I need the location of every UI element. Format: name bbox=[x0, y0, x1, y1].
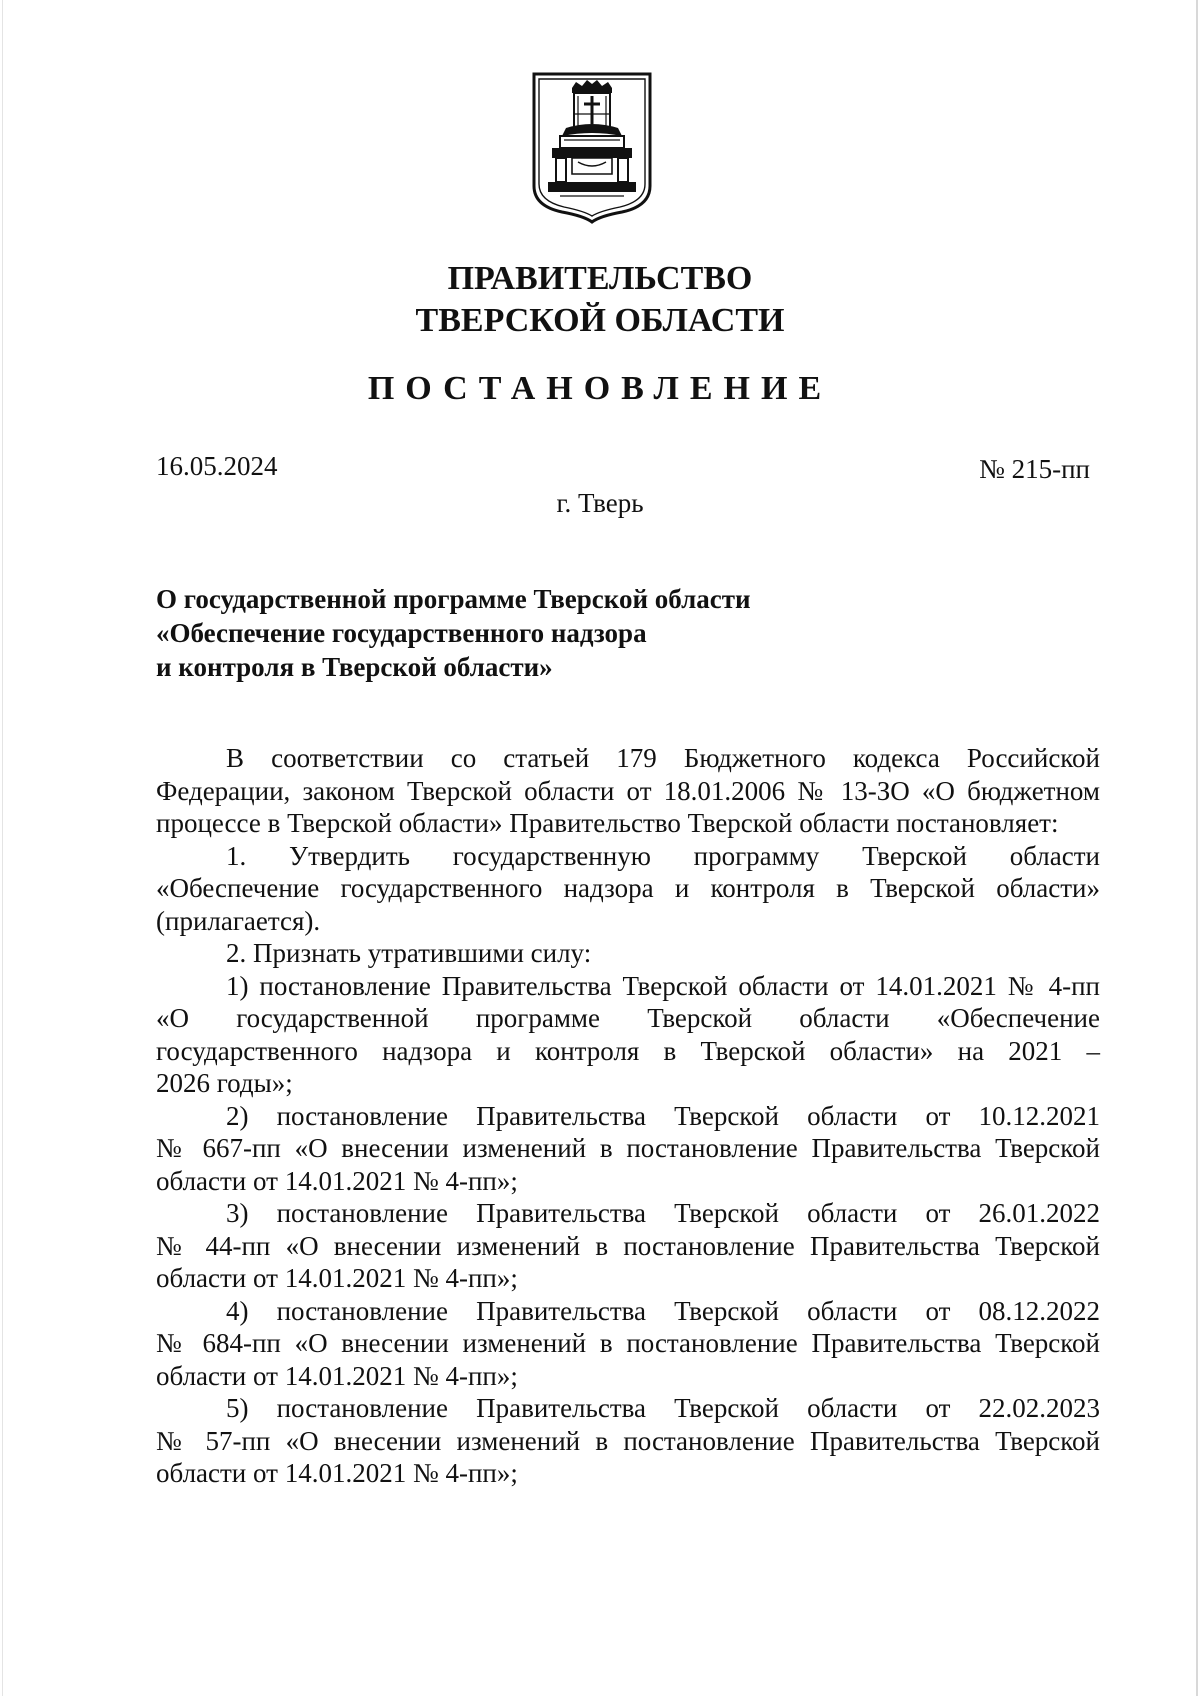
document-subject bbox=[156, 582, 876, 684]
subitem-4-paragraph bbox=[156, 1295, 1100, 1393]
sub5-line2: № 57-пп «О внесении изменений в постановление Правительства Тверской bbox=[156, 1425, 1100, 1456]
item1-line3: (прилагается). bbox=[156, 905, 321, 936]
document-city: г. Тверь bbox=[556, 488, 644, 518]
sub3-line3: области от 14.01.2021 № 4-пп»; bbox=[156, 1263, 518, 1293]
document-date: 16.05.2024 bbox=[156, 451, 278, 481]
sub4-line1: 4) постановление Правительства Тверской области от 08.12.2022 bbox=[226, 1295, 1100, 1326]
sub1-line4: 2026 годы»; bbox=[156, 1068, 293, 1098]
sub1-line2: «О государственной программе Тверской области «Обеспечение bbox=[156, 1003, 1100, 1033]
intro-line3: процессе в Тверской области» Правительство Тверской области постановляет: bbox=[156, 808, 1059, 838]
sub5-line1: 5) постановление Правительства Тверской области от 22.02.2023 bbox=[226, 1393, 1100, 1423]
government-title bbox=[0, 258, 1200, 342]
scan-edge-left bbox=[2, 0, 3, 1696]
item-1-paragraph bbox=[156, 840, 1100, 938]
item-2-paragraph bbox=[156, 937, 1100, 970]
sub2-line2: № 667-пп «О внесении изменений в постановление Правительства Тверской bbox=[156, 1133, 1100, 1163]
item2-line: 2. Признать утратившими силу: bbox=[226, 938, 592, 968]
item1-line2: «Обеспечение государственного надзора и контроля в Тверской области» bbox=[156, 873, 1100, 903]
document-body bbox=[156, 742, 1100, 1490]
sub3-line1: 3) постановление Правительства Тверской области от 26.01.2022 bbox=[226, 1198, 1100, 1228]
sub4-line2: № 684-пп «О внесении изменений в постановление Правительства Тверской bbox=[156, 1328, 1100, 1358]
government-title-line2: ТВЕРСКОЙ ОБЛАСТИ bbox=[415, 302, 785, 339]
sub4-line3: области от 14.01.2021 № 4-пп»; bbox=[156, 1360, 518, 1391]
subitem-2-paragraph bbox=[156, 1100, 1100, 1198]
document-type: ПОСТАНОВЛЕНИЕ bbox=[367, 370, 833, 407]
subitem-3-paragraph bbox=[156, 1197, 1100, 1295]
coat-of-arms-icon bbox=[530, 70, 654, 226]
intro-line2: Федерации, законом Тверской области от 18.01.2006 № 13-ЗО «О бюджетном bbox=[156, 775, 1100, 806]
sub2-line3: области от 14.01.2021 № 4-пп»; bbox=[156, 1165, 518, 1196]
sub1-line3: государственного надзора и контроля в Тверской области» на 2021 – bbox=[156, 1035, 1100, 1066]
subject-line2: «Обеспечение государственного надзора bbox=[156, 618, 647, 648]
subitem-5-paragraph bbox=[156, 1392, 1100, 1490]
intro-paragraph bbox=[156, 742, 1100, 840]
government-title-line1: ПРАВИТЕЛЬСТВО bbox=[447, 260, 753, 297]
sub5-line3: области от 14.01.2021 № 4-пп»; bbox=[156, 1458, 518, 1488]
scan-edge-right bbox=[1196, 0, 1198, 1696]
subject-line1: О государственной программе Тверской области bbox=[156, 584, 751, 614]
sub2-line1: 2) постановление Правительства Тверской области от 10.12.2021 bbox=[226, 1100, 1100, 1131]
item1-line1: 1. Утвердить государственную программу Тверской области bbox=[226, 840, 1100, 871]
sub1-line1: 1) постановление Правительства Тверской области от 14.01.2021 № 4-пп bbox=[226, 970, 1100, 1001]
subject-line3: и контроля в Тверской области» bbox=[156, 652, 553, 682]
sub3-line2: № 44-пп «О внесении изменений в постановление Правительства Тверской bbox=[156, 1230, 1100, 1261]
subitem-1-paragraph bbox=[156, 970, 1100, 1100]
document-number: № 215-пп bbox=[979, 454, 1090, 484]
intro-line1: В соответствии со статьей 179 Бюджетного кодекса Российской bbox=[226, 743, 1100, 773]
